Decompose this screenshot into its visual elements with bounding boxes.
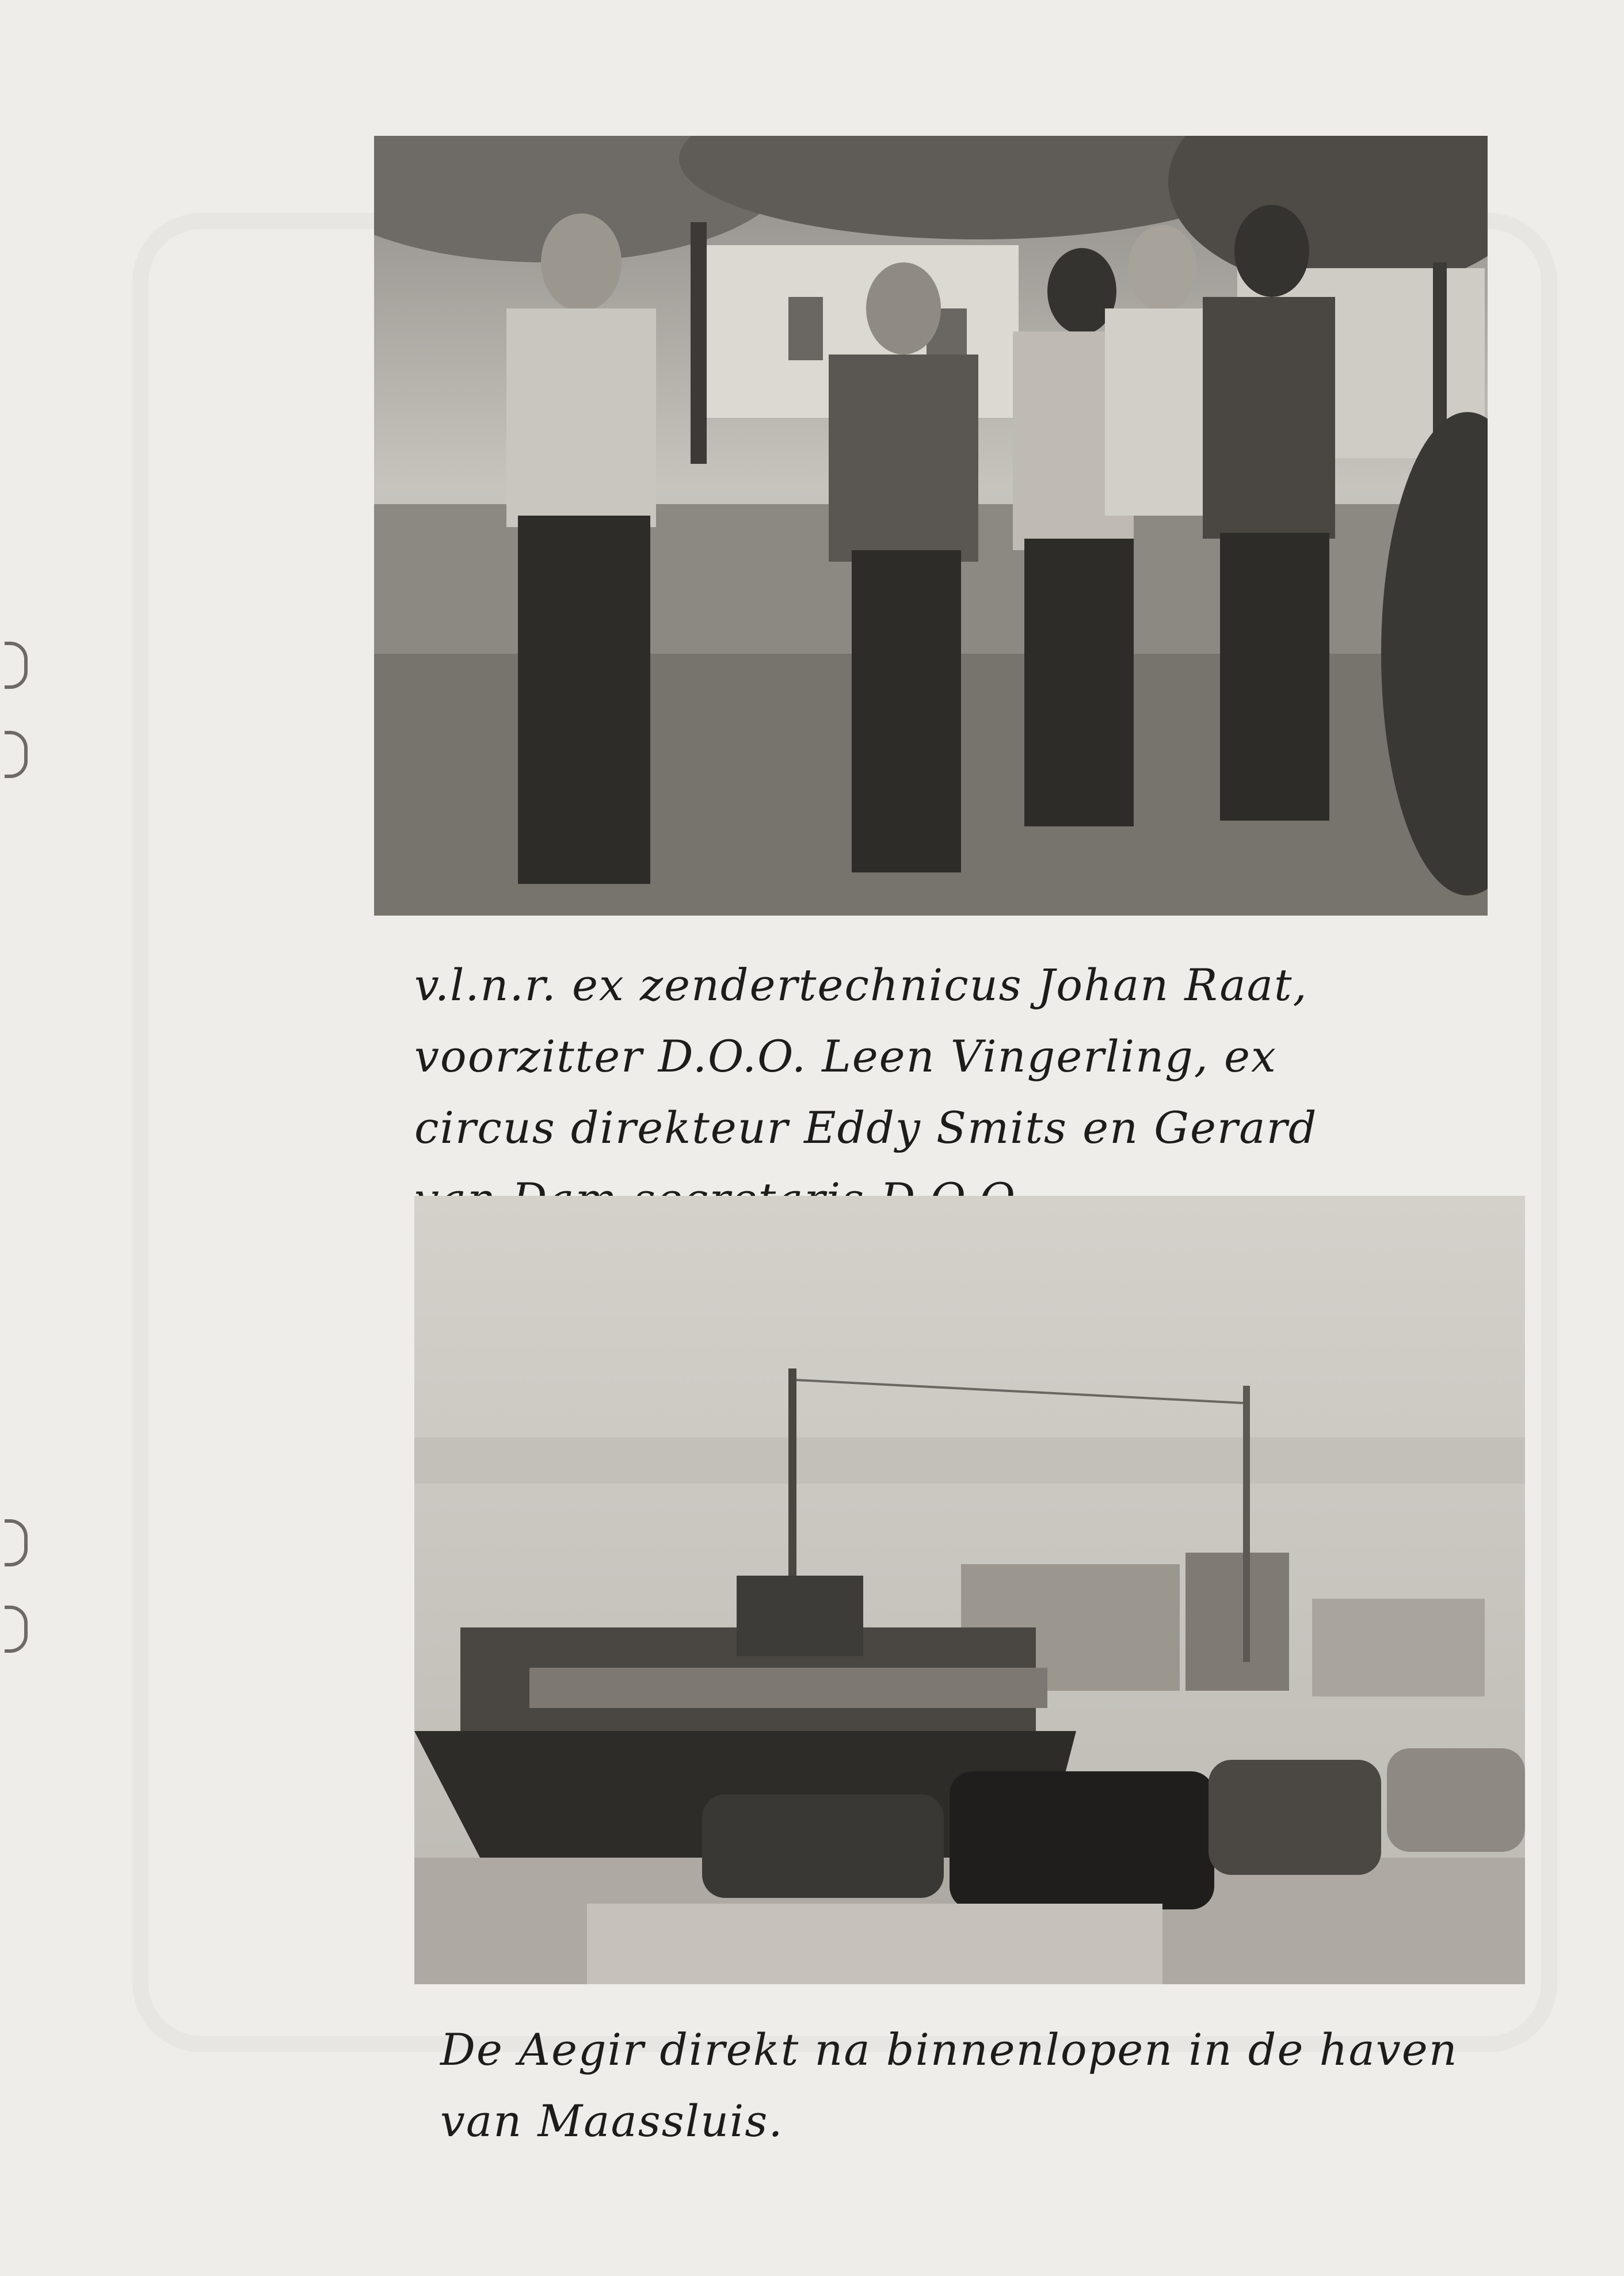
caption-line: voorzitter D.O.O. Leen Vingerling, ex	[414, 1031, 1277, 1082]
caption-line: De Aegir direkt na binnenlopen in de haven	[440, 2024, 1458, 2075]
harbour-photo-image	[414, 1196, 1525, 1984]
binding-staple	[5, 731, 28, 778]
caption-line: circus direkteur Eddy Smits en Gerard	[414, 1102, 1318, 1153]
harbour-photo-caption	[440, 2014, 1458, 2157]
binding-staple	[5, 642, 28, 689]
group-photo-image	[374, 136, 1488, 916]
caption-line: v.l.n.r. ex zendertechnicus Johan Raat,	[414, 959, 1308, 1011]
group-photo-caption	[414, 950, 1318, 1235]
harbour-photo	[414, 1196, 1525, 1984]
caption-line: van Maassluis.	[440, 2095, 784, 2147]
binding-staple	[5, 1606, 28, 1653]
group-photo	[374, 136, 1488, 916]
binding-staple	[5, 1519, 28, 1566]
